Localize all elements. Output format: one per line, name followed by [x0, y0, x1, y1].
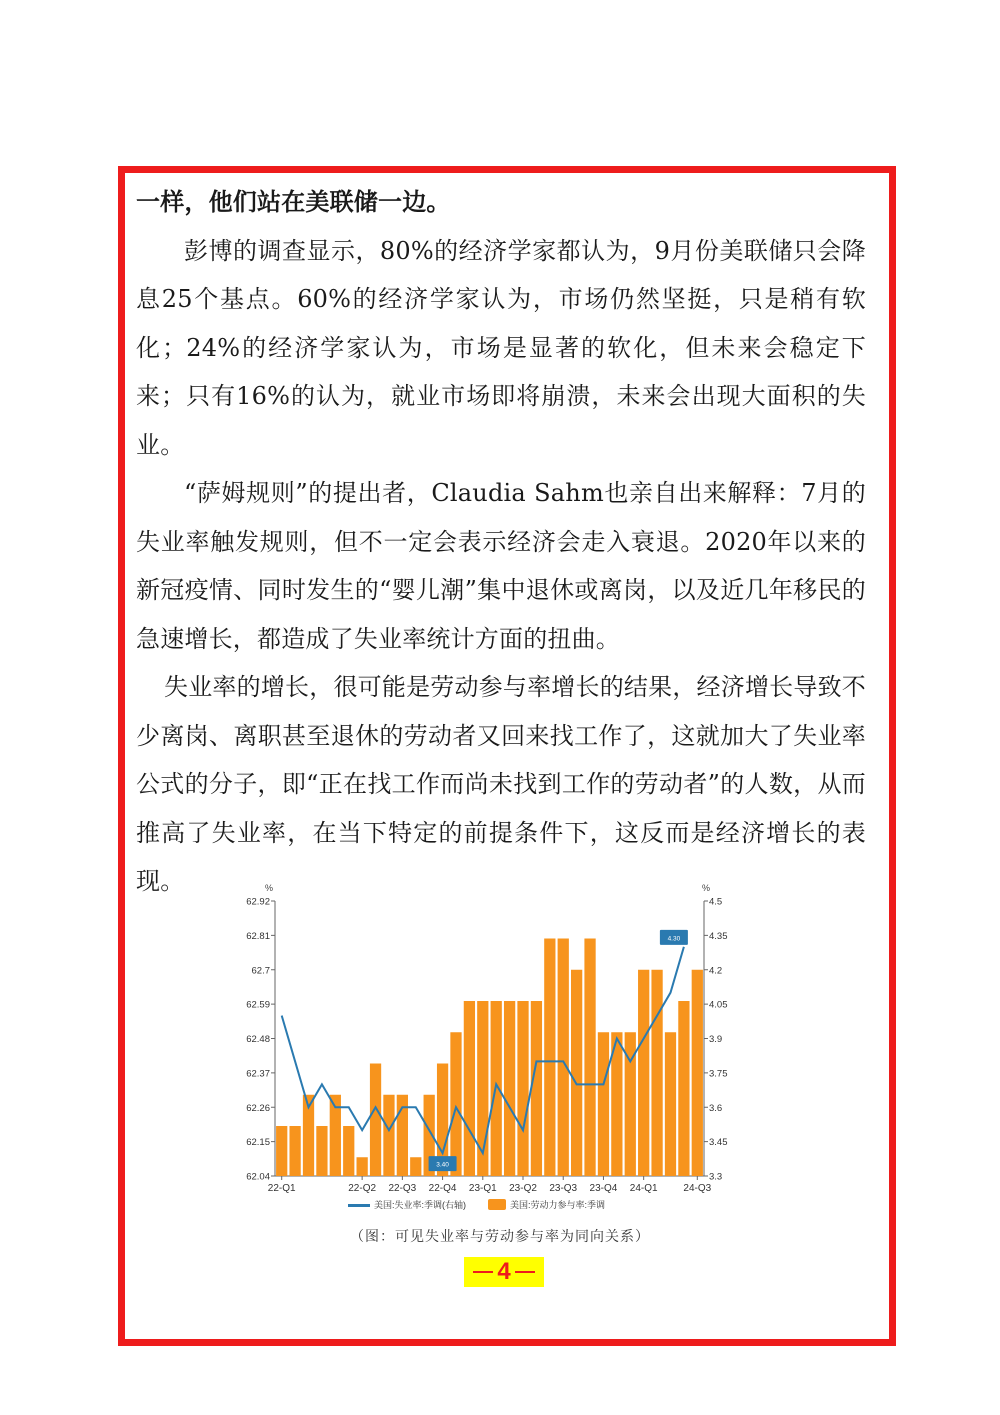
- legend-label-unemployment: 美国:失业率:季调(右轴): [374, 1200, 466, 1210]
- legend-label-participation: 美国:劳动力参与率:季调: [510, 1200, 606, 1210]
- legend-swatch-unemployment: [348, 1204, 370, 1207]
- left-tick-label: 62.59: [246, 999, 270, 1011]
- right-tick-label: 3.6: [709, 1102, 723, 1114]
- x-tick-label: 23-Q4: [589, 1183, 618, 1194]
- bar-participation-rate: [357, 1157, 368, 1176]
- bar-participation-rate: [651, 970, 662, 1176]
- right-tick-label: 3.45: [709, 1137, 728, 1149]
- bar-participation-rate: [584, 939, 595, 1177]
- x-tick-label: 24-Q1: [629, 1183, 658, 1194]
- bar-participation-rate: [531, 1001, 542, 1176]
- bar-participation-rate: [450, 1032, 461, 1176]
- x-tick-label: 22-Q3: [388, 1183, 417, 1194]
- bar-participation-rate: [370, 1064, 381, 1177]
- bar-participation-rate: [544, 939, 555, 1177]
- article-body: [136, 178, 866, 906]
- right-tick-label: 4.5: [709, 896, 723, 908]
- left-tick-label: 62.81: [246, 930, 270, 942]
- annotation-label: 3.40: [436, 1161, 449, 1169]
- bar-participation-rate: [289, 1126, 300, 1176]
- x-tick-label: 23-Q1: [468, 1183, 497, 1194]
- bar-participation-rate: [598, 1032, 609, 1176]
- bar-participation-rate: [316, 1126, 327, 1176]
- bar-participation-rate: [383, 1095, 394, 1176]
- bar-participation-rate: [343, 1126, 354, 1176]
- bar-participation-rate: [517, 1001, 528, 1176]
- bar-participation-rate: [571, 970, 582, 1176]
- bar-participation-rate: [504, 1001, 515, 1176]
- right-tick-label: 3.9: [709, 1034, 723, 1045]
- right-tick-label: 4.35: [709, 930, 728, 942]
- figure-caption: （图：可见失业率与劳动参与率为同向关系）: [350, 1229, 650, 1245]
- bar-participation-rate: [692, 970, 703, 1176]
- x-tick-label: 24-Q3: [683, 1183, 712, 1194]
- bar-participation-rate: [464, 1001, 475, 1176]
- left-tick-label: 62.26: [246, 1102, 270, 1114]
- bar-participation-rate: [638, 970, 649, 1176]
- left-tick-label: 62.7: [251, 965, 270, 977]
- x-tick-label: 22-Q2: [348, 1183, 377, 1194]
- paragraph-2: 彭博的调查显示，80%的经济学家都认为，9月份美联储只会降息25个基点。60%的经济学家认为，市场仍然坚挺，只是稍有软化；24%的经济学家认为，市场是显著的软化，但未来会稳定下来；只有16%的认为，就业市场即将崩溃，未来会出现大面积的失业。: [136, 236, 866, 459]
- right-tick-label: 3.3: [709, 1171, 723, 1183]
- paragraph-1: 一样，他们站在美联储一边。: [136, 187, 451, 216]
- x-tick-label: 22-Q1: [267, 1183, 296, 1194]
- bar-participation-rate: [665, 1032, 676, 1176]
- right-tick-label: 4.05: [709, 999, 728, 1011]
- legend-swatch-participation: [488, 1199, 506, 1210]
- x-tick-label: 23-Q2: [509, 1183, 537, 1194]
- bar-participation-rate: [558, 939, 569, 1177]
- bar-participation-rate: [678, 1001, 689, 1176]
- page-dash-right: [515, 1271, 535, 1273]
- page-number-box: [464, 1257, 544, 1287]
- right-axis-unit: %: [702, 883, 711, 893]
- left-tick-label: 62.48: [246, 1034, 270, 1045]
- bar-participation-rate: [410, 1157, 421, 1176]
- left-tick-label: 62.04: [246, 1171, 270, 1183]
- participation-unemployment-chart: [236, 878, 736, 1218]
- left-tick-label: 62.15: [246, 1137, 270, 1149]
- right-tick-label: 3.75: [709, 1068, 728, 1080]
- page-number: 4: [497, 1258, 511, 1285]
- page-dash-left: [473, 1271, 493, 1273]
- left-tick-label: 62.92: [246, 896, 270, 908]
- annotation-label: 4.30: [667, 935, 681, 943]
- x-tick-label: 22-Q4: [428, 1183, 457, 1194]
- bar-participation-rate: [276, 1126, 287, 1176]
- right-tick-label: 4.2: [709, 965, 723, 977]
- x-tick-label: 23-Q3: [549, 1183, 578, 1194]
- left-axis-unit: %: [264, 883, 273, 893]
- left-tick-label: 62.37: [246, 1068, 270, 1080]
- paragraph-4: 失业率的增长，很可能是劳动参与率增长的结果，经济增长导致不少离岗、离职甚至退休的劳动者又回来找工作了，这就加大了失业率公式的分子，即“正在找工作而尚未找到工作的劳动者”的人数，从而推高了失业率，在当下特定的前提条件下，这反而是经济增长的表现。: [136, 673, 866, 895]
- paragraph-3: “萨姆规则”的提出者，Claudia Sahm也亲自出来解释：7月的失业率触发规则，但不一定会表示经济会走入衰退。2020年以来的新冠疫情、同时发生的“婴儿潮”集中退休或离岗，以及近几年移民的急速增长，都造成了失业率统计方面的扭曲。: [136, 479, 866, 653]
